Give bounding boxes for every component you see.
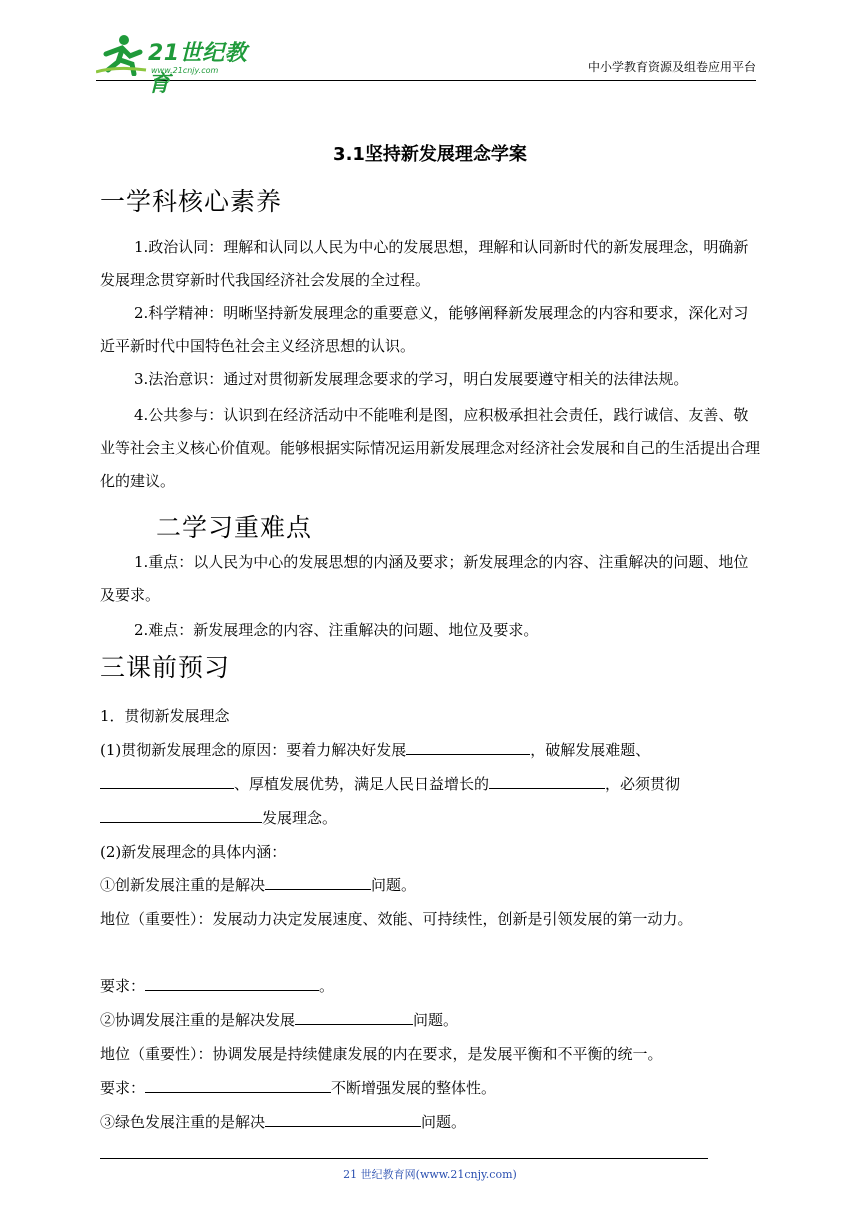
- answer-blank[interactable]: [145, 976, 319, 991]
- answer-blank[interactable]: [489, 774, 605, 789]
- footer-link[interactable]: 21 世纪教育网(www.21cnjy.com): [343, 1168, 517, 1181]
- answer-blank[interactable]: [295, 1010, 413, 1025]
- answer-blank[interactable]: [265, 1112, 421, 1127]
- core-literacy-item: 2.科学精神：明晰坚持新发展理念的重要意义，能够阐释新发展理念的内容和要求，深化对习近平新时代中国特色社会主义经济思想的认识。: [100, 304, 749, 355]
- runner-logo-icon: [96, 32, 148, 76]
- core-literacy-item: 1.政治认同：理解和认同以人民为中心的发展思想，理解和认同新时代的新发展理念，明确新发展理念贯穿新时代我国经济社会发展的全过程。: [100, 238, 749, 289]
- logo-text: 21世纪教育: [148, 41, 248, 97]
- reason-line-1: (1)贯彻新发展理念的原因：要着力解决好发展 ，破解发展难题、: [100, 741, 651, 759]
- section-heading-core-literacy: 一学科核心素养: [100, 187, 283, 216]
- innovation-status: 地位（重要性）：发展动力决定发展速度、效能、可持续性，创新是引领发展的第一动力。: [100, 910, 693, 928]
- answer-blank[interactable]: [406, 740, 530, 755]
- green-line: ③绿色发展注重的是解决 问题。: [100, 1113, 467, 1131]
- site-logo[interactable]: [96, 32, 266, 97]
- key-point-item: 1.重点：以人民为中心的发展思想的内涵及要求；新发展理念的内容、注重解决的问题、地位及要求。: [100, 553, 749, 604]
- coordination-status: 地位（重要性）：协调发展是持续健康发展的内在要求，是发展平衡和不平衡的统一。: [100, 1045, 663, 1063]
- section-heading-key-points: 二学习重难点: [156, 513, 313, 542]
- content-title: (2)新发展理念的具体内涵：: [100, 843, 287, 861]
- innovation-requirement: 要求： 。: [100, 977, 335, 995]
- document-title: 3.1坚持新发展理念学案: [333, 144, 527, 165]
- section-heading-preview: 三课前预习: [100, 653, 231, 682]
- answer-blank[interactable]: [145, 1078, 331, 1093]
- core-literacy-item: 4.公共参与：认识到在经济活动中不能唯利是图，应积极承担社会责任，践行诚信、友善、敬业等社会主义核心价值观。能够根据实际情况运用新发展理念对经济社会发展和自己的生活提出合理化的建议。: [100, 406, 761, 490]
- innovation-line: ①创新发展注重的是解决 问题。: [100, 876, 417, 894]
- core-literacy-item: 3.法治意识：通过对贯彻新发展理念要求的学习，明白发展要遵守相关的法律法规。: [134, 370, 689, 388]
- coordination-line: ②协调发展注重的是解决发展 问题。: [100, 1011, 459, 1029]
- key-point-item: 2.难点：新发展理念的内容、注重解决的问题、地位及要求。: [134, 621, 539, 639]
- platform-label: 中小学教育资源及组卷应用平台: [587, 60, 756, 74]
- reason-line-2: 、厚植发展优势，满足人民日益增长的 ，必须贯彻: [100, 768, 760, 801]
- preview-subtitle: 1．贯彻新发展理念: [100, 707, 230, 725]
- answer-blank[interactable]: [265, 875, 371, 890]
- page-header: [96, 30, 756, 97]
- coordination-requirement: 要求： 不断增强发展的整体性。: [100, 1079, 497, 1097]
- answer-blank[interactable]: [100, 808, 262, 823]
- footer-divider: [100, 1158, 708, 1159]
- logo-url: www.21cnjy.com: [151, 66, 219, 75]
- answer-blank[interactable]: [100, 774, 234, 789]
- reason-line-3: 发展理念。: [100, 802, 760, 835]
